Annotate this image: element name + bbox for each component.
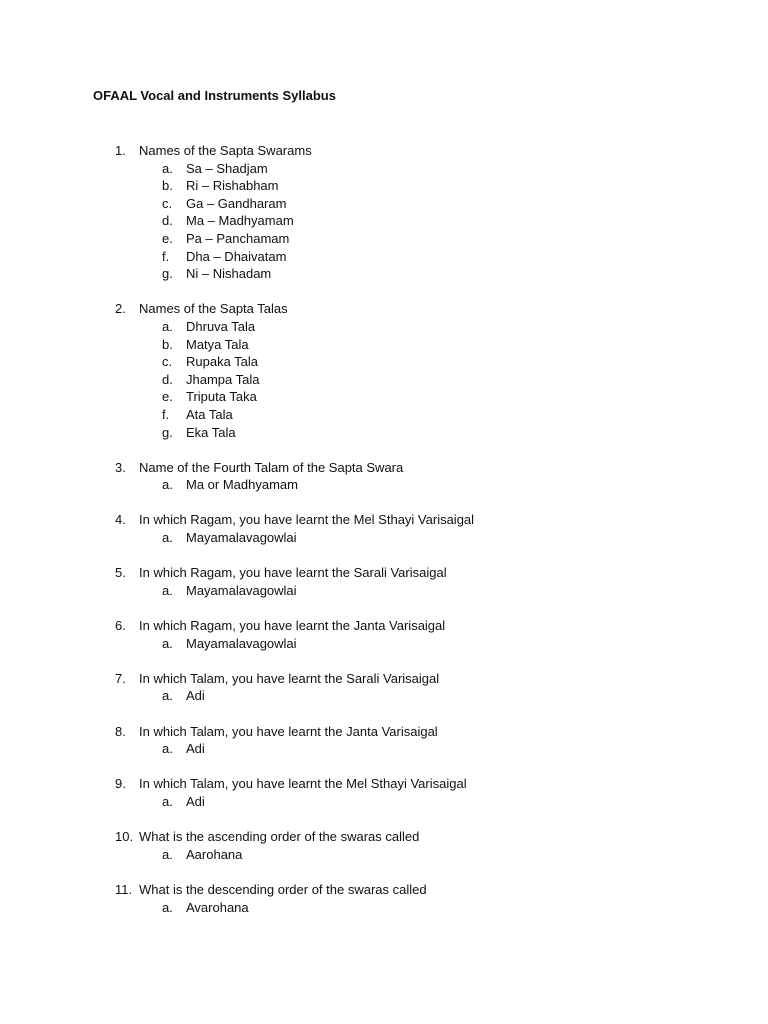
question-number: 5. [115,565,126,581]
answer-text: Mayamalavagowlai [186,530,297,546]
answer-letter: a. [162,635,173,651]
question-text: In which Ragam, you have learnt the Mel Sthayi Varisaigal [139,512,475,528]
answer-text: Ata Tala [186,406,233,422]
answer-item [0,635,768,653]
question-line [0,617,768,635]
answer-item [0,353,768,371]
answer-list [0,582,768,600]
answer-text: Rupaka Tala [186,354,259,370]
question-text: Names of the Sapta Swarams [139,143,312,158]
question-text: Names of the Sapta Talas [139,301,288,317]
answer-text: Adi [186,793,205,809]
question-line [0,564,768,582]
answer-text: Sa – Shadjam [186,160,268,176]
answer-text: Avarohana [186,899,249,915]
question-line [0,828,768,846]
question-text: In which Talam, you have learnt the Mel Sthayi Varisaigal [139,776,467,792]
answer-item [0,318,768,336]
question-text: In which Talam, you have learnt the Sarali Varisaigal [139,670,440,686]
answer-letter: e. [162,389,173,405]
answer-text: Ma – Madhyamam [186,213,294,229]
document-title: OFAAL Vocal and Instruments Syllabus [93,88,336,103]
answer-letter: a. [162,899,173,915]
answer-item [0,846,768,864]
question-number: 11. [115,881,133,897]
answer-text: Jhampa Tala [186,371,260,387]
answer-text: Dhruva Tala [186,318,256,334]
answer-text: Mayamalavagowlai [186,635,297,651]
answer-letter: d. [162,213,173,229]
answer-letter: a. [162,318,173,334]
question-list [0,142,768,934]
answer-letter: a. [162,160,173,176]
answer-text: Aarohana [186,846,243,862]
question-number: 10. [115,829,134,845]
answer-text: Ni – Nishadam [186,266,272,282]
question-text: In which Ragam, you have learnt the Janta Varisaigal [139,618,446,634]
answer-letter: a. [162,741,173,757]
answer-letter: c. [162,354,173,370]
answer-item [0,195,768,213]
question-line [0,775,768,793]
question-number: 8. [115,723,126,739]
answer-item [0,899,768,917]
question-line [0,511,768,529]
answer-letter: a. [162,688,173,704]
answer-list [0,740,768,758]
answer-text: Ma or Madhyamam [186,477,298,493]
answer-item [0,160,768,178]
question-number: 2. [115,301,126,317]
answer-letter: a. [162,582,173,598]
answer-letter: d. [162,371,173,387]
question-item [0,300,768,441]
answer-text: Eka Tala [186,424,236,440]
question-number: 6. [115,618,126,634]
question-number: 9. [115,776,126,792]
answer-list [0,687,768,705]
question-line [0,670,768,688]
answer-item [0,406,768,424]
answer-letter: f. [162,406,170,422]
answer-list [0,318,768,441]
answer-text: Adi [186,741,205,757]
question-line [0,300,768,318]
answer-item [0,388,768,406]
question-text: Name of the Fourth Talam of the Sapta Swara [139,459,404,475]
answer-item [0,265,768,283]
question-number: 1. [115,143,126,158]
answer-text: Pa – Panchamam [186,230,290,246]
question-item [0,511,768,546]
answer-text: Dha – Dhaivatam [186,248,287,264]
answer-letter: b. [162,178,173,194]
question-item [0,617,768,652]
answer-list [0,846,768,864]
answer-letter: f. [162,248,170,264]
answer-item [0,177,768,195]
question-text: In which Talam, you have learnt the Janta Varisaigal [139,723,438,739]
question-item [0,775,768,810]
question-number: 7. [115,670,126,686]
answer-letter: a. [162,477,173,493]
answer-text: Matya Tala [186,336,249,352]
answer-item [0,582,768,600]
answer-item [0,424,768,442]
answer-letter: g. [162,266,173,282]
answer-list [0,899,768,917]
answer-item [0,248,768,266]
answer-letter: g. [162,424,173,440]
question-text: In which Ragam, you have learnt the Sarali Varisaigal [139,565,447,581]
answer-list [0,793,768,811]
answer-item [0,529,768,547]
question-item [0,142,768,283]
answer-item [0,336,768,354]
answer-text: Triputa Taka [186,389,257,405]
question-item [0,459,768,494]
answer-letter: a. [162,846,173,862]
question-text: What is the ascending order of the swaras called [139,829,420,845]
answer-text: Adi [186,688,205,704]
answer-letter: a. [162,530,173,546]
answer-item [0,793,768,811]
answer-item [0,230,768,248]
question-line [0,881,768,899]
question-line [0,459,768,477]
question-item [0,881,768,916]
answer-list [0,529,768,547]
question-line [0,142,768,160]
question-line [0,723,768,741]
question-item [0,723,768,758]
answer-text: Ga – Gandharam [186,195,287,211]
question-item [0,828,768,863]
question-number: 3. [115,459,126,475]
answer-list [0,635,768,653]
answer-text: Ri – Rishabham [186,178,279,194]
question-text: What is the descending order of the swaras called [139,881,427,897]
answer-text: Mayamalavagowlai [186,582,297,598]
answer-letter: b. [162,336,173,352]
answer-list [0,476,768,494]
answer-item [0,687,768,705]
answer-letter: a. [162,793,173,809]
question-number: 4. [115,512,126,528]
answer-item [0,212,768,230]
question-item [0,670,768,705]
answer-item [0,371,768,389]
answer-letter: c. [162,195,173,211]
answer-list [0,160,768,283]
answer-item [0,476,768,494]
question-item [0,564,768,599]
answer-letter: e. [162,230,173,246]
answer-item [0,740,768,758]
